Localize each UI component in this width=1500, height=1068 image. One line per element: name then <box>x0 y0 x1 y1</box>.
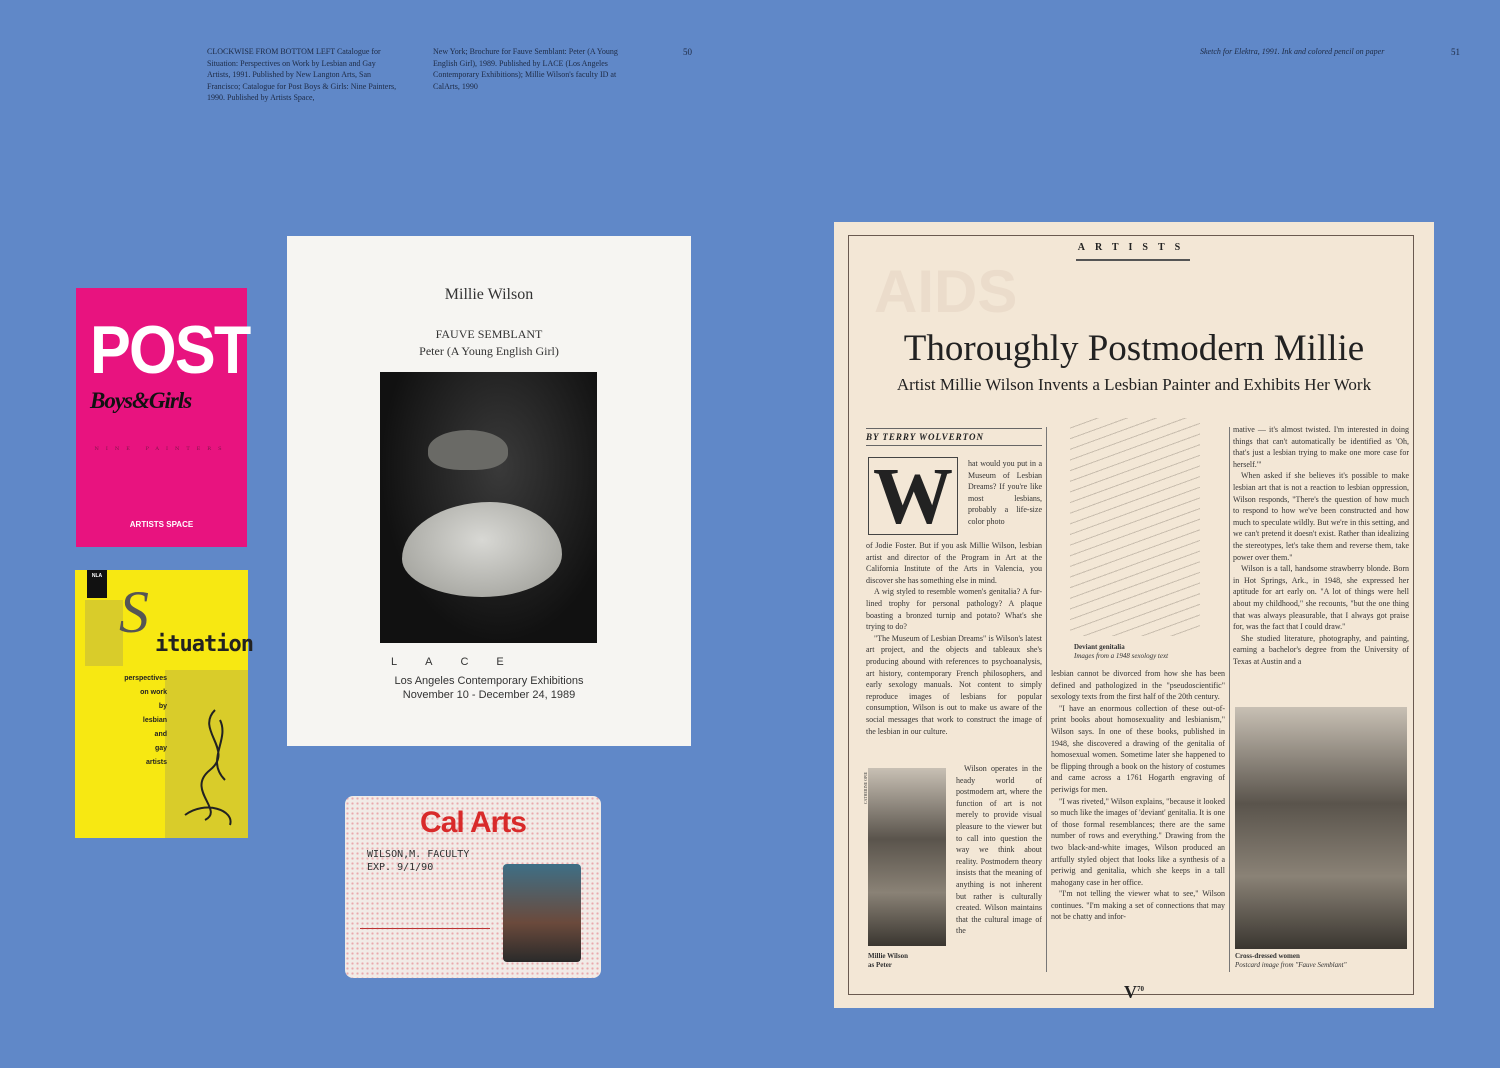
brochure-title-line: FAUVE SEMBLANT <box>435 327 543 341</box>
situation-big-letter: S <box>119 579 149 645</box>
brochure-venue <box>287 674 691 702</box>
post-publisher: ARTISTS SPACE <box>129 520 194 529</box>
paragraph: "I'm not telling the viewer what to see," Wilson continues. "I'm making a set of connections that may not be chatty and infor- <box>1051 889 1225 922</box>
logo-mark: V <box>1124 982 1137 1002</box>
column-3 <box>1233 424 1409 704</box>
byline: BY TERRY WOLVERTON <box>866 428 1042 446</box>
section-rule <box>1076 259 1190 261</box>
nla-badge: NLA <box>87 570 107 598</box>
post-title: POST <box>90 312 250 388</box>
id-details <box>367 848 469 874</box>
situation-subtitle <box>115 672 167 770</box>
deviant-genitalia-sketch <box>1070 418 1200 636</box>
article-subtitle: Artist Millie Wilson Invents a Lesbian Painter and Exhibits Her Work <box>896 375 1372 394</box>
column-rule <box>1229 427 1230 972</box>
fauve-semblant-brochure <box>287 236 691 746</box>
signature <box>360 901 490 929</box>
situation-title: ituation <box>155 632 253 657</box>
situation-catalogue <box>75 570 253 838</box>
article-page-number: 70 <box>1137 985 1144 993</box>
caption-line: Millie Wilson <box>868 952 908 960</box>
caption-title: Deviant genitalia <box>1074 643 1125 651</box>
brochure-subtitle: Peter (A Young English Girl) <box>419 344 559 358</box>
lace-logo: LACE <box>391 656 532 668</box>
caption-left-col1: CLOCKWISE FROM BOTTOM LEFT Catalogue for Situation: Perspectives on Work by Lesbian and Gay Artists, 1991. Published by New Langton Arts, San Francisco; Catalogue for Post Boys & Girls: Nine Painters, 1990. Published by Artists Space, <box>207 47 397 102</box>
photo-credit: CATHERINE OPIE <box>863 772 868 805</box>
cross-dressed-women-photo <box>1235 707 1407 949</box>
column-1-side <box>956 763 1042 973</box>
page-number-left: 50 <box>683 47 692 57</box>
paragraph: Wilson operates in the heady world of postmodern art, where the function of art is not merely to provide visual pleasure to the viewer but to call into question the way we think about reality. Postmodern theory insists that the meaning of anything is not inherent but rather is culturally created. Wilson maintains that the cultural image of the <box>956 764 1042 936</box>
caption-right: Sketch for Elektra, 1991. Ink and colored pencil on paper <box>1200 47 1385 56</box>
background-word: AIDS <box>874 258 1018 325</box>
palette-shape <box>402 502 562 597</box>
paragraph: "I have an enormous collection of these out-of-print books about homosexuality and lesbianism," Wilson says. In one of these books, published in 1948, she discovered a drawing of the genitalia of homosexual women. Sometime later she happened to be flipping through a book on the history of costumes and came across a 1761 Hogarth engraving of periwigs for men. <box>1051 703 1225 794</box>
photo2-caption <box>1235 952 1347 970</box>
cover-panel <box>85 600 123 666</box>
caption-line: as Peter <box>868 961 892 969</box>
subtitle-line: on work <box>140 689 167 696</box>
venue-name: Los Angeles Contemporary Exhibitions <box>394 675 584 687</box>
id-photo <box>503 864 581 962</box>
magazine-article <box>834 222 1434 1008</box>
subtitle-line: perspectives <box>124 675 167 682</box>
subtitle-line: artists <box>145 759 167 766</box>
brochure-title <box>287 326 691 360</box>
paragraph: "I was riveted," Wilson explains, "because it looked so much like the images of 'deviant' genitalia. It is one of those formal resemblances; there are the same number of rows and everything." Drawing from the two black-and-white images, Wilson produced an artfully styled object that looks like a synthesis of a periwig and genitalia, which she keeps in a tall mahogany case in her office. <box>1051 796 1225 887</box>
page-number-right: 51 <box>1451 47 1460 57</box>
drop-cap: W <box>868 457 958 535</box>
caption-left-col2: New York; Brochure for Fauve Semblant: Peter (A Young English Girl), 1989. Published by LACE (Los Angeles Contemporary Exhibitions); Millie Wilson's faculty ID at CalArts, 1990 <box>433 47 618 91</box>
subtitle-line: lesbian <box>142 717 167 724</box>
caption-text: Postcard image from "Fauve Semblant" <box>1235 961 1347 969</box>
caption-title: Cross-dressed women <box>1235 952 1300 960</box>
id-name: WILSON,M. FACULTY <box>367 849 470 860</box>
paragraph: mative — it's almost twisted. I'm interested in doing things that can't automatically be identified as 'Oh, that's just a lesbian trying to make one more case for herself.'" <box>1233 425 1409 469</box>
column-rule <box>1046 427 1047 972</box>
paragraph: lesbian cannot be divorced from how she has been defined and pathologized in the "pseudoscientific" sexology texts from the first half of the 20th century. <box>1051 669 1225 702</box>
paragraph: Wilson is a tall, handsome strawberry blonde. Born in Hot Springs, Ark., in 1948, she expressed her aptitude for art early on. "A lot of things were hell about my childhood," she recounts, "but the one thing that was always pleasurable, that I always got praise for, was the fact that I could draw." <box>1233 564 1409 632</box>
paragraph: of Jodie Foster. But if you ask Millie Wilson, lesbian artist and director of the Program in Art at the California Institute of the Arts in Valencia, you discover she has something else in mind. <box>866 541 1042 585</box>
figure-drawing-icon <box>175 700 245 830</box>
hat-shape <box>428 430 508 470</box>
brochure-artist: Millie Wilson <box>444 286 534 303</box>
column-1 <box>866 540 1042 760</box>
subtitle-line: and <box>154 731 167 738</box>
article-title: Thoroughly Postmodern Millie <box>903 328 1365 369</box>
post-subtitle: Boys&Girls <box>90 388 192 413</box>
paragraph: A wig styled to resemble women's genitalia? A fur-lined trophy for personal pathology? A plaque boasting a bronzed turnip and potato? What's she trying to do? <box>866 587 1042 632</box>
lead-text: hat would you put in a Museum of Lesbian Dreams? If you're like most lesbians, probably a life-size color photo <box>968 459 1042 526</box>
paragraph: "The Museum of Lesbian Dreams" is Wilson's latest art project, and the objects and tableaux she's producing abound with references to psychoanalysis, art history, contemporary French philosophers, and early sexology manuals. Not content to simply reproduce images of lesbians for popular consumption, Wilson is out to make us aware of the social messages that work to construct the image of the lesbian in our culture. <box>866 633 1042 736</box>
section-header: ARTISTS <box>1077 242 1191 253</box>
calarts-faculty-id <box>345 796 601 978</box>
subtitle-line: by <box>158 703 167 710</box>
magazine-logo <box>1124 982 1144 1003</box>
caption-text: Images from a 1948 sexology text <box>1074 652 1169 660</box>
sketch-caption <box>1074 643 1168 661</box>
photo1-caption <box>868 952 908 970</box>
millie-wilson-photo <box>868 768 946 946</box>
subtitle-line: gay <box>154 745 167 752</box>
palette-hat-photo <box>380 372 597 643</box>
paragraph: When asked if she believes it's possible to make lesbian art that is not a reaction to lesbian oppression, Wilson responds, "There's the question of how much to respond to how we've been constructed and how much to speculate wildly. But we're in this setting, and we can't pretend it doesn't exist. Rather than idealizing the stereotypes, let's take them and reverse them, take power over them." <box>1233 471 1409 562</box>
post-nine-painters: NINE PAINTERS <box>94 446 229 452</box>
venue-dates: November 10 - December 24, 1989 <box>402 689 576 701</box>
post-boys-girls-catalogue <box>76 288 250 547</box>
calarts-logo: Cal Arts <box>420 806 526 839</box>
column-2 <box>1051 668 1225 973</box>
id-expiry: EXP. 9/1/90 <box>367 862 434 873</box>
paragraph: She studied literature, photography, and painting, earning a bachelor's degree from the University of Texas at Austin and a <box>1233 633 1409 666</box>
